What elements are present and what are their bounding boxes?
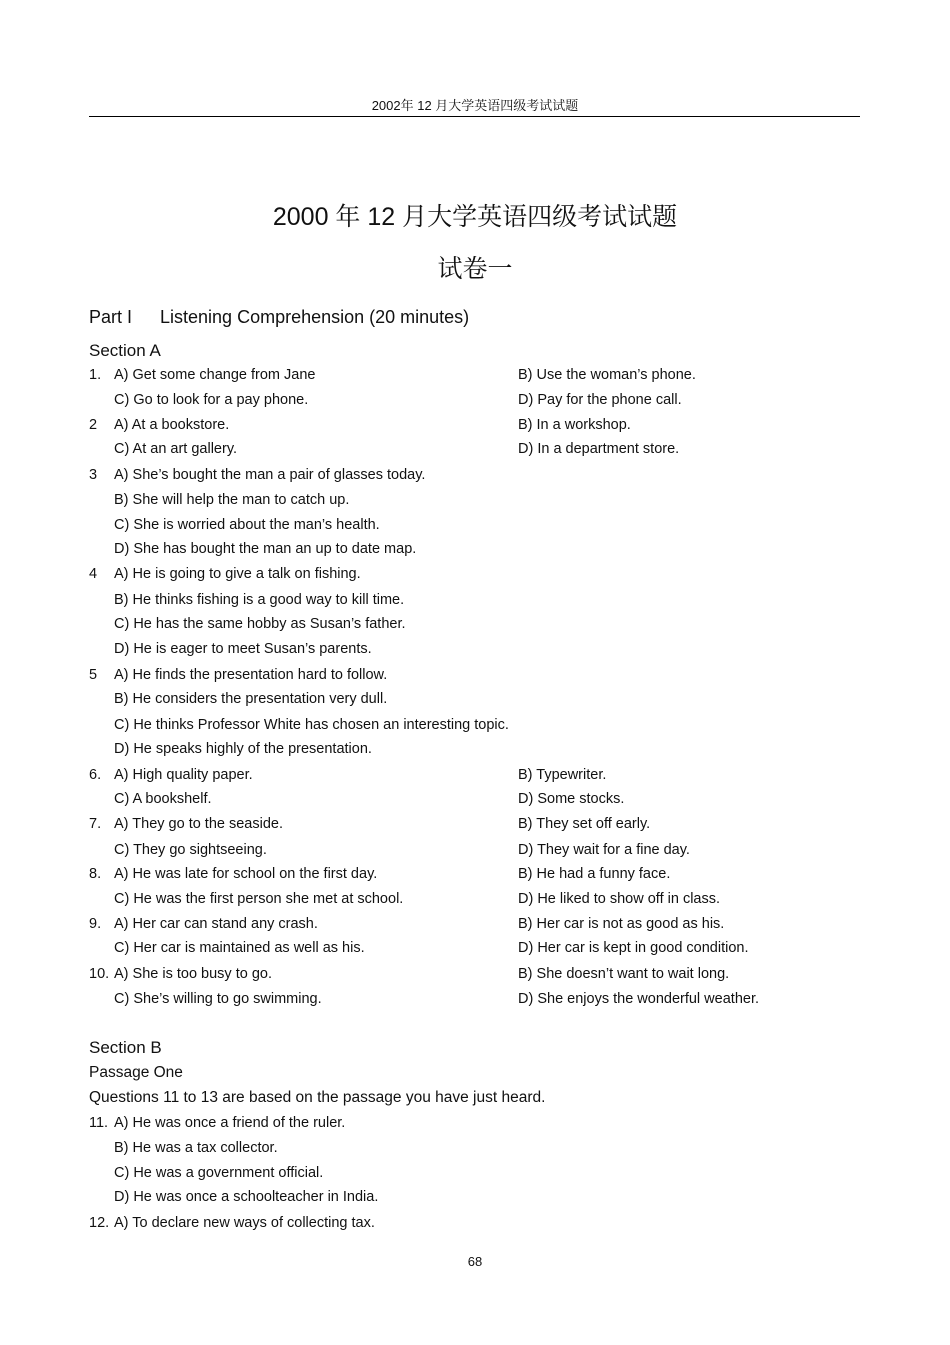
- option-c: C) Go to look for a pay phone.: [114, 392, 309, 408]
- option-a: A) Her car can stand any crash.: [114, 916, 318, 932]
- question-number: 11.: [89, 1115, 109, 1131]
- option-d: D) Her car is kept in good condition.: [518, 940, 749, 956]
- option-c: C) She’s willing to go swimming.: [114, 991, 322, 1007]
- option-a: A) Get some change from Jane: [114, 367, 316, 383]
- part-heading: [89, 307, 469, 328]
- option-a: A) They go to the seaside.: [114, 816, 284, 832]
- option-c: C) He was the first person she met at school.: [114, 891, 404, 907]
- passage-instruction: Questions 11 to 13 are based on the passage you have just heard.: [89, 1089, 546, 1106]
- passage-label: Passage One: [89, 1064, 183, 1081]
- question-number: 9.: [89, 916, 102, 932]
- option-d: D) He was once a schoolteacher in India.: [114, 1189, 379, 1205]
- question-number: 5: [89, 667, 98, 683]
- option-b: B) In a workshop.: [518, 417, 631, 433]
- option-a: A) He was late for school on the first day.: [114, 866, 378, 882]
- option-b: B) She doesn’t want to wait long.: [518, 966, 730, 982]
- option-d: D) He is eager to meet Susan’s parents.: [114, 641, 372, 657]
- option-c: C) She is worried about the man’s health.: [114, 517, 380, 533]
- part-label: Part I: [89, 307, 133, 327]
- option-b: B) She will help the man to catch up.: [114, 492, 350, 508]
- section-b-heading: Section B: [89, 1038, 162, 1057]
- option-a: A) She is too busy to go.: [114, 966, 272, 982]
- doc-title: 2000 年 12 月大学英语四级考试试题: [272, 203, 678, 231]
- question-number: 7.: [89, 816, 102, 832]
- option-c: C) He has the same hobby as Susan’s father.: [114, 616, 406, 632]
- section-a-heading: Section A: [89, 341, 161, 360]
- option-d: D) He speaks highly of the presentation.: [114, 741, 372, 757]
- option-b: B) Typewriter.: [518, 767, 607, 783]
- option-b: B) He thinks fishing is a good way to kill time.: [114, 592, 405, 608]
- option-d: D) In a department store.: [518, 441, 680, 457]
- option-c: C) At an art gallery.: [114, 441, 238, 457]
- option-d: D) They wait for a fine day.: [518, 842, 690, 858]
- option-b: B) Her car is not as good as his.: [518, 916, 725, 932]
- question-number: 4: [89, 566, 98, 582]
- paper-label: 试卷一: [437, 255, 513, 283]
- option-a: A) He finds the presentation hard to follow.: [114, 667, 388, 683]
- question-number: 12.: [89, 1215, 110, 1231]
- question-number: 2: [89, 417, 98, 433]
- option-d: D) Some stocks.: [518, 791, 625, 807]
- option-c: C) Her car is maintained as well as his.: [114, 940, 365, 956]
- option-c: C) He thinks Professor White has chosen an interesting topic.: [114, 717, 509, 733]
- question-number: 3: [89, 467, 98, 483]
- running-header: 2002年 12 月大学英语四级考试试题: [371, 98, 579, 113]
- option-b: B) Use the woman’s phone.: [518, 367, 696, 383]
- option-d: D) She has bought the man an up to date map.: [114, 541, 417, 557]
- question-number: 8.: [89, 866, 102, 882]
- option-d: D) He liked to show off in class.: [518, 891, 721, 907]
- page-number: 68: [467, 1254, 483, 1269]
- question-number: 10.: [89, 966, 110, 982]
- option-a: A) He is going to give a talk on fishing.: [114, 566, 361, 582]
- option-a: A) She’s bought the man a pair of glasses today.: [114, 467, 426, 483]
- option-c: C) They go sightseeing.: [114, 842, 267, 858]
- option-c: C) A bookshelf.: [114, 791, 212, 807]
- option-b: B) They set off early.: [518, 816, 651, 832]
- option-a: A) He was once a friend of the ruler.: [114, 1115, 346, 1131]
- option-b: B) He had a funny face.: [518, 866, 671, 882]
- option-c: C) He was a government official.: [114, 1165, 324, 1181]
- option-b: B) He considers the presentation very dull.: [114, 691, 388, 707]
- option-a: A) High quality paper.: [114, 767, 253, 783]
- option-a: A) At a bookstore.: [114, 417, 230, 433]
- option-a: A) To declare new ways of collecting tax.: [114, 1215, 375, 1231]
- option-d: D) She enjoys the wonderful weather.: [518, 991, 759, 1007]
- option-d: D) Pay for the phone call.: [518, 392, 682, 408]
- header-rule: [89, 116, 860, 117]
- question-number: 6.: [89, 767, 102, 783]
- part-title: Listening Comprehension (20 minutes): [160, 307, 470, 327]
- question-number: 1.: [89, 367, 102, 383]
- option-b: B) He was a tax collector.: [114, 1140, 278, 1156]
